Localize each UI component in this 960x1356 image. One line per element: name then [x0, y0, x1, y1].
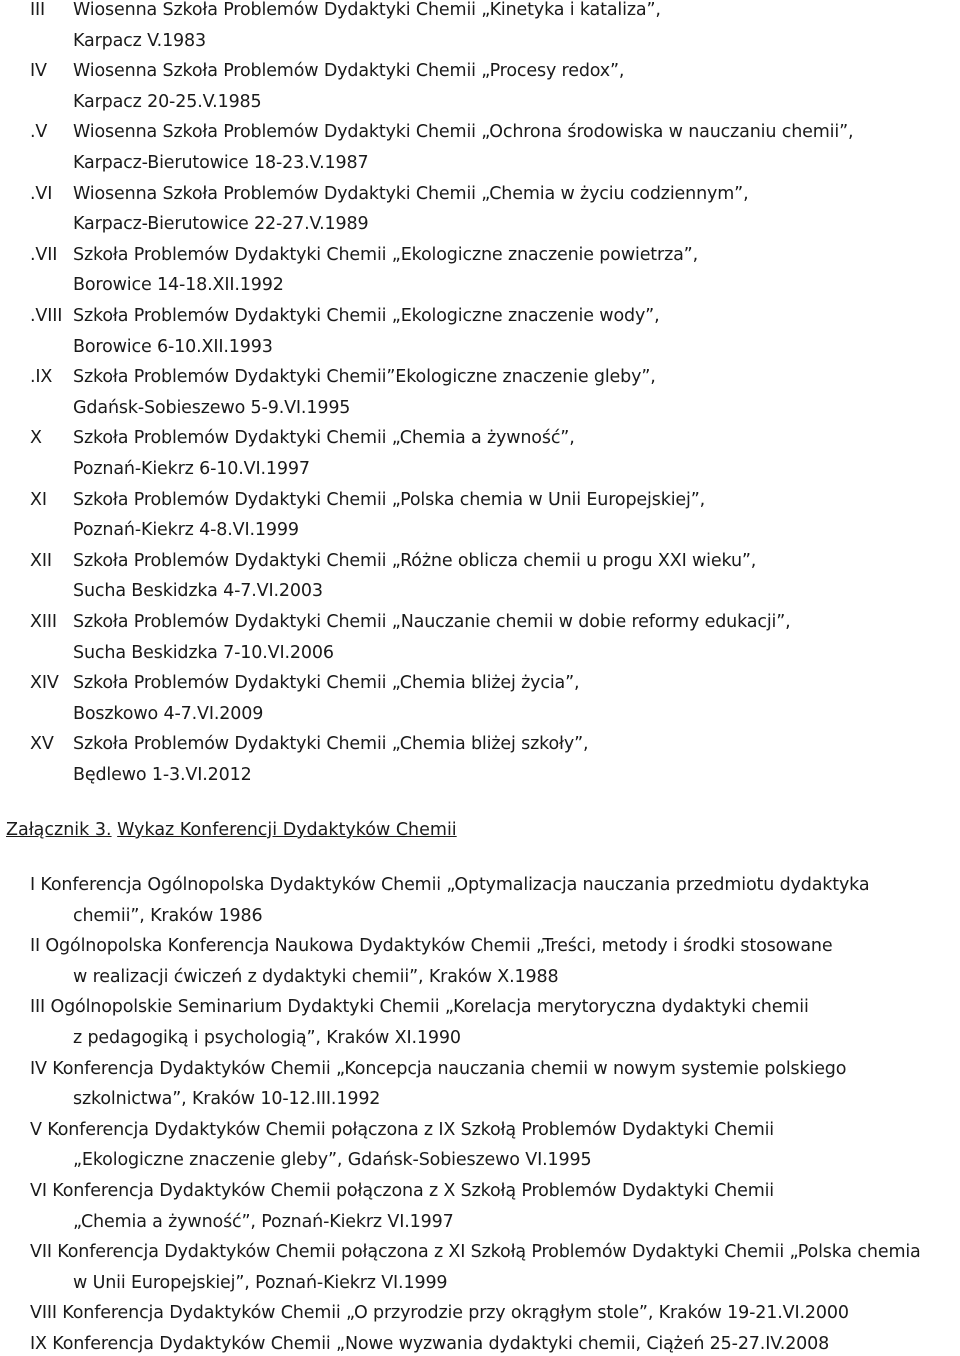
school-entry-number: XI — [30, 489, 47, 510]
school-entry-number: .IX — [30, 367, 53, 388]
conference-entry-continuation: z pedagogiką i psychologią”, Kraków XI.1990 — [73, 1028, 461, 1048]
school-entry-text: Szkoła Problemów Dydaktyki Chemii „Nauczanie chemii w dobie reformy edukacji”, — [73, 612, 791, 632]
school-entry-number: XII — [30, 550, 52, 571]
annex-title: Wykaz Konferencji Dydaktyków Chemii — [117, 820, 457, 840]
school-entry-text: Poznań-Kiekrz 6-10.VI.1997 — [73, 459, 310, 479]
school-entry-text: Szkoła Problemów Dydaktyki Chemii „Chemia bliżej życia”, — [73, 673, 580, 694]
conference-entry-continuation: „Ekologiczne znaczenie gleby”, Gdańsk-Sobieszewo VI.1995 — [73, 1150, 592, 1171]
conference-entry-continuation: w Unii Europejskiej”, Poznań-Kiekrz VI.1999 — [73, 1272, 448, 1293]
school-entry-text: Wiosenna Szkoła Problemów Dydaktyki Chemii „Kinetyka i kataliza”, — [73, 0, 661, 20]
conference-entry: VI Konferencja Dydaktyków Chemii połączona z X Szkołą Problemów Dydaktyki Chemii — [30, 1181, 775, 1201]
school-entry-number: .VII — [30, 244, 58, 265]
conference-entry: II Ogólnopolska Konferencja Naukowa Dydaktyków Chemii „Treści, metody i środki stosowane — [30, 936, 833, 957]
school-entry-number: XIII — [30, 612, 57, 632]
school-entry-text: Szkoła Problemów Dydaktyki Chemii”Ekologiczne znaczenie gleby”, — [73, 367, 656, 388]
school-entry-number: .VI — [30, 183, 53, 204]
conference-entry-continuation: „Chemia a żywność”, Poznań-Kiekrz VI.1997 — [73, 1211, 454, 1232]
conference-entry: III Ogólnopolskie Seminarium Dydaktyki Chemii „Korelacja merytoryczna dydaktyki chemii — [30, 997, 809, 1018]
school-entry-text: Sucha Beskidzka 4-7.VI.2003 — [73, 581, 323, 602]
school-entry-number: .VIII — [30, 306, 63, 326]
school-entry-text: Sucha Beskidzka 7-10.VI.2006 — [73, 642, 334, 663]
conference-entry: VIII Konferencja Dydaktyków Chemii „O przyrodzie przy okrągłym stole”, Kraków 19-21.VI.2000 — [30, 1303, 849, 1324]
school-entry-text: Szkoła Problemów Dydaktyki Chemii „Chemia bliżej szkoły”, — [73, 734, 589, 755]
school-entry-text: Szkoła Problemów Dydaktyki Chemii „Polska chemia w Unii Europejskiej”, — [73, 489, 706, 510]
school-entry-text: Borowice 14-18.XII.1992 — [73, 275, 284, 296]
school-entry-text: Wiosenna Szkoła Problemów Dydaktyki Chemii „Ochrona środowiska w nauczaniu chemii”, — [73, 122, 854, 143]
school-entry-text: Szkoła Problemów Dydaktyki Chemii „Różne oblicza chemii u progu XXI wieku”, — [73, 550, 757, 571]
school-entry-text: Borowice 6-10.XII.1993 — [73, 336, 273, 357]
conference-entry: VII Konferencja Dydaktyków Chemii połączona z XI Szkołą Problemów Dydaktyki Chemii „Polska chemia — [30, 1242, 921, 1263]
school-entry-text: Szkoła Problemów Dydaktyki Chemii „Chemia a żywność”, — [73, 428, 575, 449]
conference-entry-continuation: w realizacji ćwiczeń z dydaktyki chemii”, Kraków X.1988 — [73, 966, 559, 987]
annex-label: Załącznik 3. — [6, 820, 112, 840]
school-entry-text: Karpacz 20-25.V.1985 — [73, 91, 262, 112]
school-entry-text: Wiosenna Szkoła Problemów Dydaktyki Chemii „Procesy redox”, — [73, 61, 625, 82]
annex-heading — [6, 818, 457, 842]
school-entry-number: .V — [30, 122, 48, 143]
school-entry-text: Szkoła Problemów Dydaktyki Chemii „Ekologiczne znaczenie wody”, — [73, 306, 660, 326]
school-entry-text: Karpacz V.1983 — [73, 30, 207, 51]
conference-entry: V Konferencja Dydaktyków Chemii połączona z IX Szkołą Problemów Dydaktyki Chemii — [30, 1119, 775, 1140]
school-entry-number: IV — [30, 61, 47, 82]
conference-entry-continuation: chemii”, Kraków 1986 — [73, 905, 263, 926]
school-entry-number: III — [30, 0, 46, 20]
school-entry-number: XV — [30, 734, 54, 755]
school-entry-text: Karpacz-Bierutowice 22-27.V.1989 — [73, 214, 369, 235]
school-entry-text: Gdańsk-Sobieszewo 5-9.VI.1995 — [73, 397, 351, 418]
school-entry-text: Wiosenna Szkoła Problemów Dydaktyki Chemii „Chemia w życiu codziennym”, — [73, 183, 749, 204]
school-entry-text: Będlewo 1-3.VI.2012 — [73, 765, 252, 785]
conference-entry-continuation: szkolnictwa”, Kraków 10-12.III.1992 — [73, 1089, 381, 1110]
conference-entry: IX Konferencja Dydaktyków Chemii „Nowe wyzwania dydaktyki chemii, Ciążeń 25-27.IV.2008 — [30, 1334, 830, 1354]
school-entry-number: X — [30, 428, 42, 449]
conference-entry: IV Konferencja Dydaktyków Chemii „Koncepcja nauczania chemii w nowym systemie polskiego — [30, 1058, 847, 1079]
school-entry-text: Karpacz-Bierutowice 18-23.V.1987 — [73, 153, 369, 173]
school-entry-text: Poznań-Kiekrz 4-8.VI.1999 — [73, 520, 299, 541]
school-entry-text: Szkoła Problemów Dydaktyki Chemii „Ekologiczne znaczenie powietrza”, — [73, 244, 699, 265]
school-entry-number: XIV — [30, 673, 59, 694]
school-entry-text: Boszkowo 4-7.VI.2009 — [73, 703, 264, 724]
conference-entry: I Konferencja Ogólnopolska Dydaktyków Chemii „Optymalizacja nauczania przedmiotu dydaktyka — [30, 875, 870, 895]
